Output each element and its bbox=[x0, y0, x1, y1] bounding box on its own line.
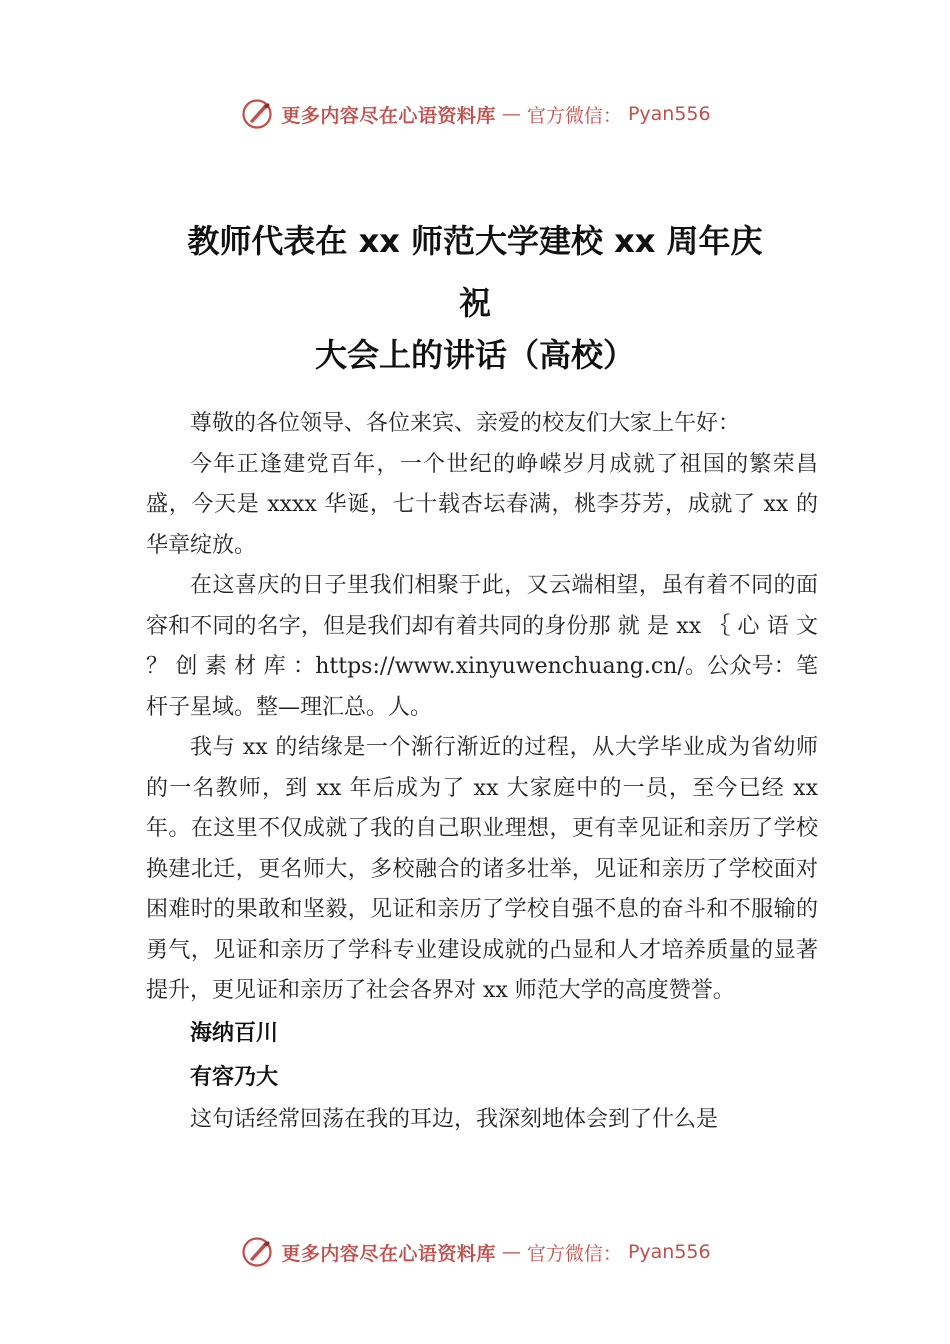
document-title-line1: 教师代表在 xx 师范大学建校 xx 周年庆 bbox=[187, 222, 763, 260]
section-heading-1: 海纳百川 bbox=[190, 1020, 279, 1046]
document-title-line2: 祝 bbox=[458, 284, 491, 322]
watermark-wechat-label: 官方微信： bbox=[526, 1242, 622, 1265]
watermark-brand: 更多内容尽在心语资料库 bbox=[281, 104, 496, 127]
paragraph-closing: 这句话经常回荡在我的耳边，我深刻地体会到了什么是 bbox=[190, 1106, 719, 1132]
feather-pen-logo-icon bbox=[239, 96, 275, 132]
footer-watermark bbox=[0, 1232, 950, 1272]
feather-pen-logo-icon bbox=[239, 1234, 275, 1270]
watermark-wechat-label: 官方微信： bbox=[526, 104, 622, 127]
paragraph-greeting: 尊敬的各位领导、各位来宾、亲爱的校友们大家上午好： bbox=[190, 411, 741, 436]
paragraph-centenary: 今年正逢建党百年，一个世纪的峥嵘岁月成就了祖国的繁荣昌盛，今天是 xxxx 华诞，七十载杏坛春满，桃李芬芳，成就了 xx 的华章绽放。 bbox=[146, 451, 818, 558]
paragraph-connection: 我与 xx 的结缘是一个渐行渐近的过程，从大学毕业成为省幼师的一名教师，到 xx 年后成为了 xx 大家庭中的一员，至今已经 xx 年。在这里不仅成就了我的自己职业理想，更有幸见证和亲历了学校换建北迁，更名师大，多校融合的诸多壮举，见证和亲历了学校面对困难时的果敢和坚毅，见证和亲历了学校自强不息的奋斗和不服输的勇气，见证和亲历了学科专业建设成就的凸显和人才培养质量的显著提升，更见证和亲历了社会各界对 xx 师范大学的高度赞誉。 bbox=[146, 735, 818, 1003]
watermark-separator: — bbox=[501, 1241, 521, 1263]
watermark-separator: — bbox=[501, 103, 521, 125]
watermark-brand: 更多内容尽在心语资料库 bbox=[281, 1242, 496, 1265]
document-body bbox=[146, 404, 818, 1140]
document-title-line3: 大会上的讲话（高校） bbox=[314, 336, 635, 374]
watermark-wechat-id: Pyan556 bbox=[627, 1241, 711, 1263]
watermark-wechat-id: Pyan556 bbox=[627, 103, 711, 125]
paragraph-gathering: 在这喜庆的日子里我们相聚于此，又云端相望，虽有着不同的面容和不同的名字，但是我们却有着共同的身份那 就 是 xx ｛ 心 语 文 ？ 创 素 材 库 ：https://www.xinyuwenchuang.cn/。公众号：笔杆子星域。整—理汇总。人。 bbox=[146, 573, 818, 720]
header-watermark bbox=[0, 94, 950, 134]
section-heading-2: 有容乃大 bbox=[190, 1064, 279, 1090]
